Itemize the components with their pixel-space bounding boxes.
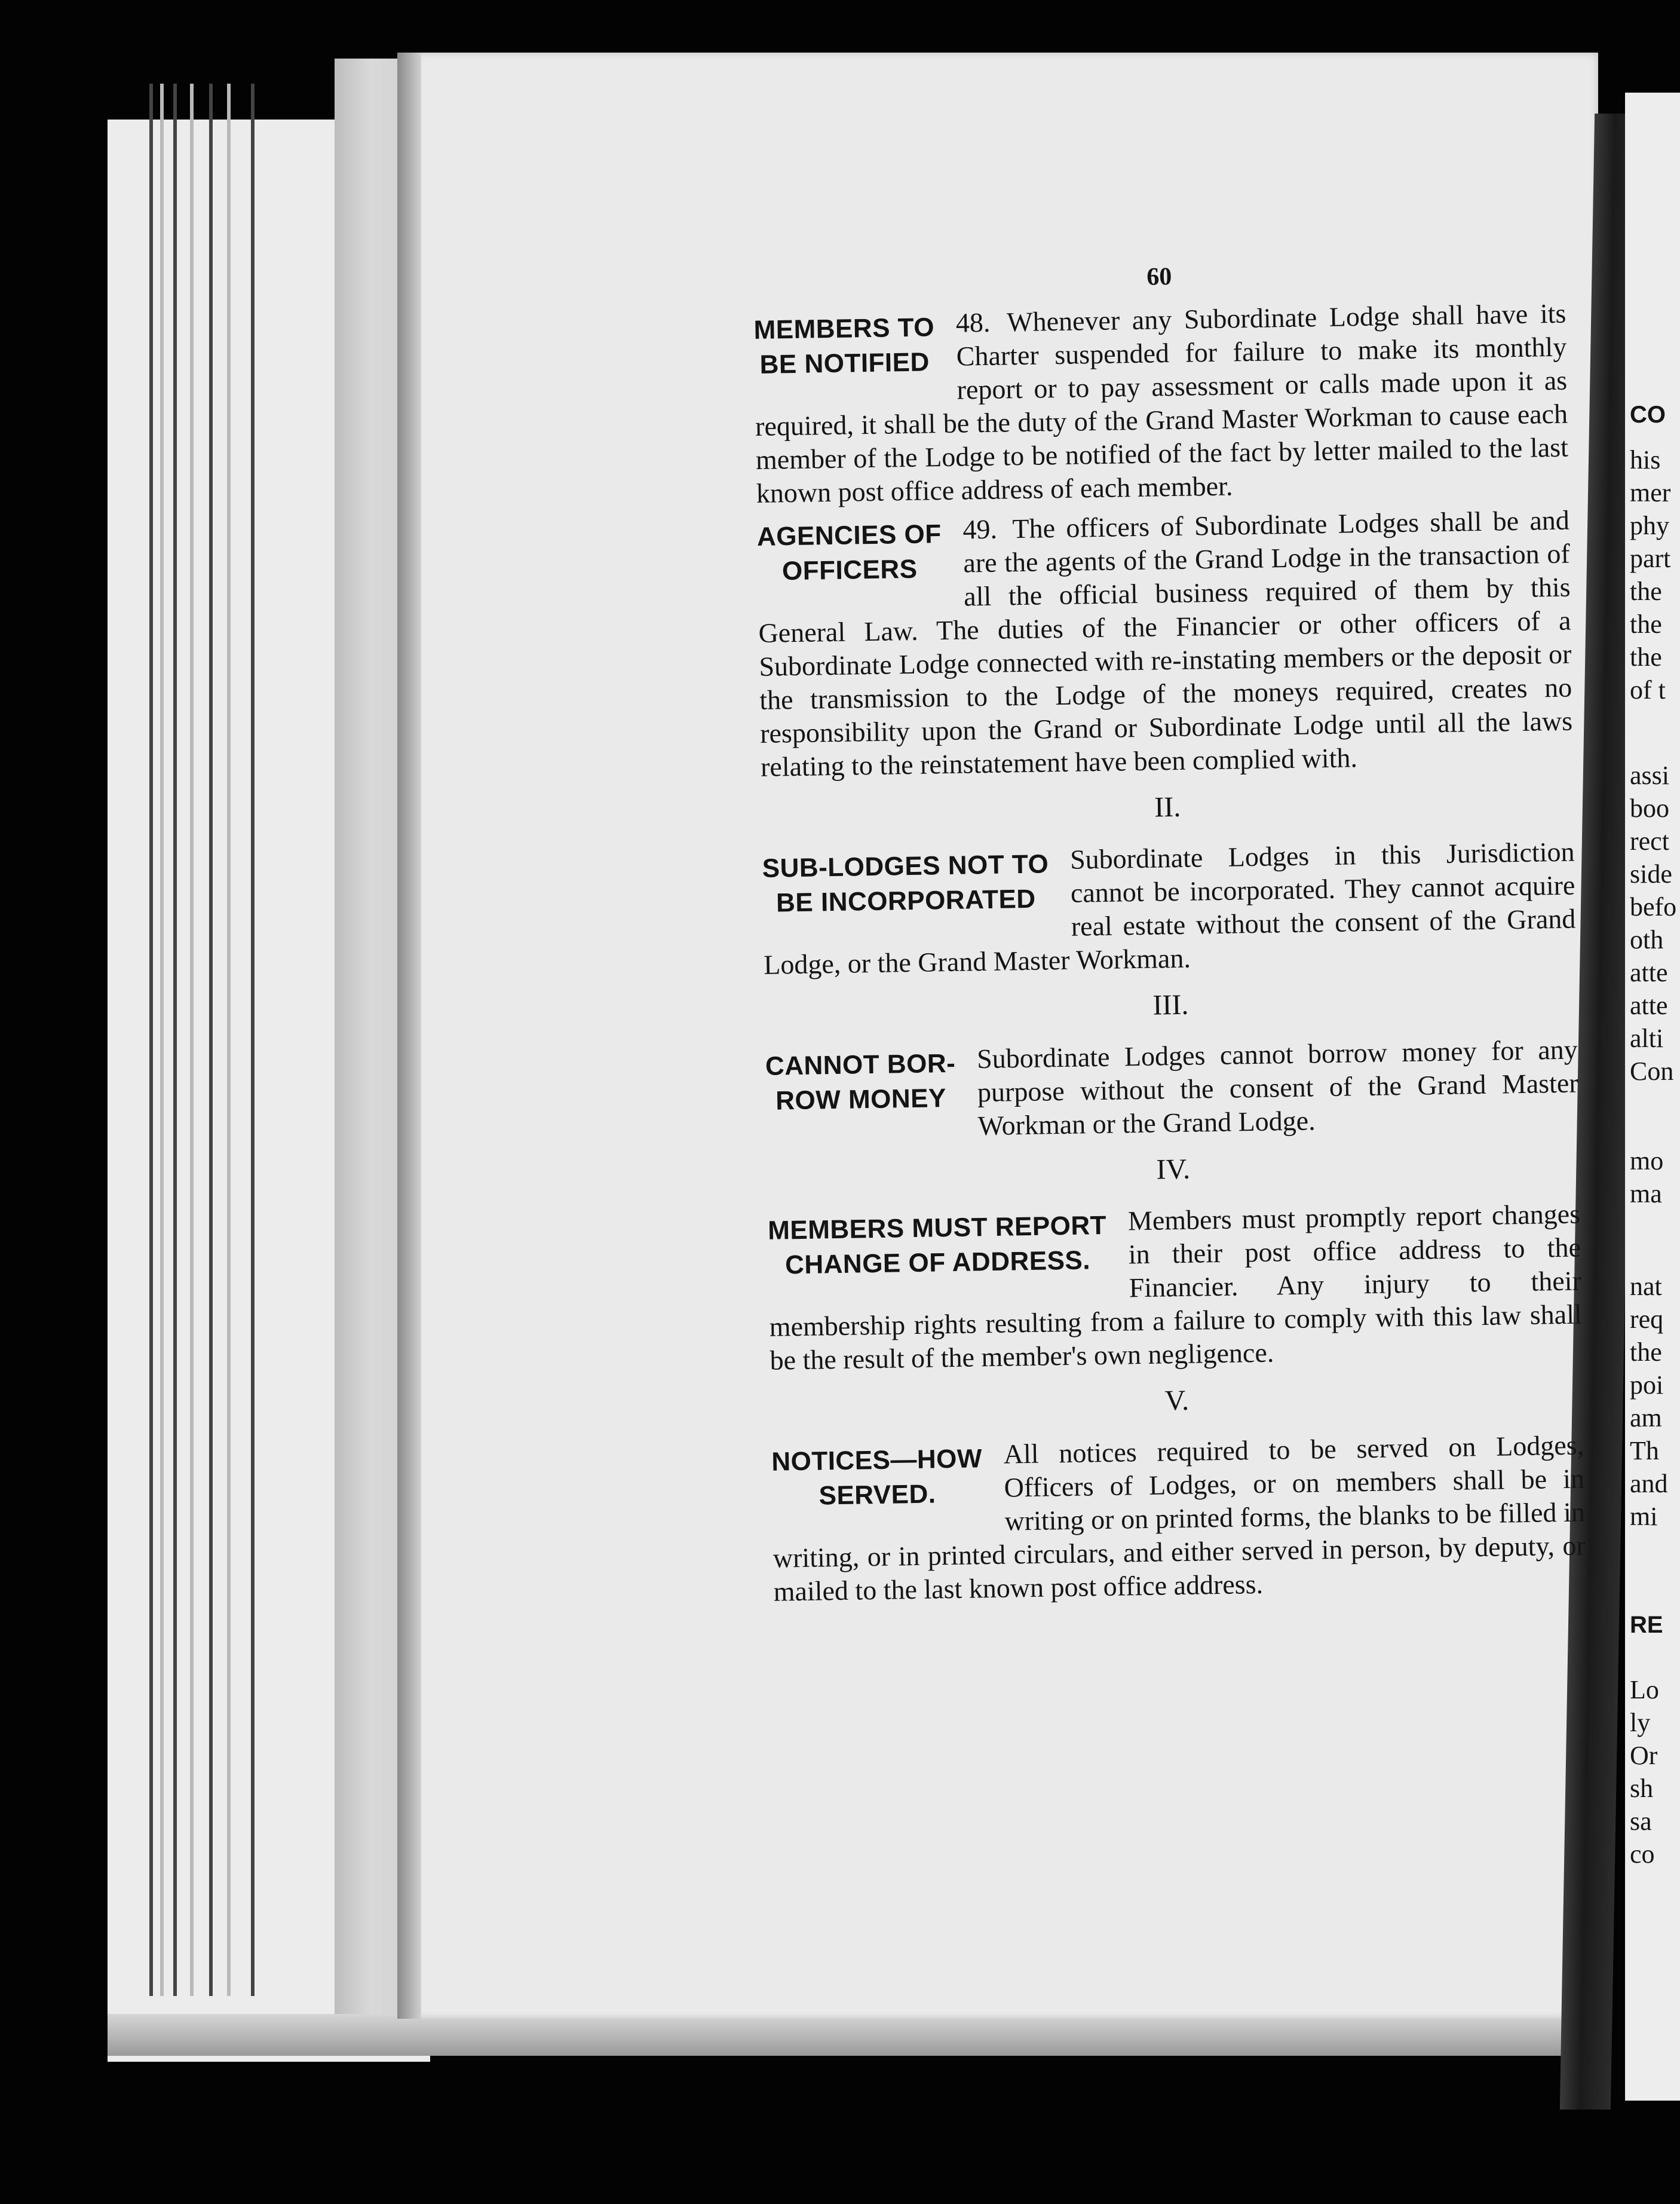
side-heading-line: MEMBERS TO xyxy=(753,313,935,345)
side-heading-line: SERVED. xyxy=(818,1479,936,1511)
side-heading-line: BE INCORPORATED xyxy=(775,884,1036,918)
facing-line: of t xyxy=(1630,675,1666,705)
paragraph-text: Members must promptly report changes in their post office address to the Financier. Any injury to their membership rights resulting from a failure to comply with this law shall be the result of the member's own negligence. xyxy=(769,1198,1583,1376)
facing-line: co xyxy=(1630,1839,1655,1869)
facing-text-block xyxy=(1630,1144,1680,1210)
section-numeral: IV. xyxy=(1156,1153,1191,1186)
facing-line: mo xyxy=(1630,1146,1664,1176)
side-heading xyxy=(771,1441,983,1514)
facing-line: part xyxy=(1630,544,1671,573)
facing-line: poi xyxy=(1630,1370,1664,1400)
facing-line: Or xyxy=(1630,1741,1658,1770)
section-v xyxy=(771,1428,1586,1608)
facing-line: ma xyxy=(1630,1179,1662,1208)
page-content xyxy=(753,256,1586,1615)
facing-line: ly xyxy=(1630,1708,1651,1737)
facing-line: boo xyxy=(1630,794,1669,823)
page-edge-line xyxy=(190,84,194,1996)
facing-line: befo xyxy=(1630,892,1677,922)
facing-line: nat xyxy=(1630,1272,1662,1301)
paragraph-text: Subordinate Lodges cannot borrow money for any purpose without the consent of the Grand Master Workman or the Grand Lodge. xyxy=(976,1034,1578,1141)
facing-text-block xyxy=(1630,1270,1680,1533)
paragraph-text: Subordinate Lodges in this Jurisdiction cannot be incorporated. They cannot acquire real estate without the consent of the Grand Lodge, or the Grand Master Workman. xyxy=(763,836,1576,980)
side-heading-line: AGENCIES OF xyxy=(756,519,942,552)
page-number: 60 xyxy=(1146,262,1172,291)
section-iv xyxy=(768,1197,1583,1377)
book-bottom-edge xyxy=(108,2014,1601,2056)
facing-line: mer xyxy=(1630,478,1671,507)
facing-line: and xyxy=(1630,1469,1668,1498)
page-edge-line xyxy=(173,84,177,1996)
facing-line: his xyxy=(1630,445,1661,475)
page-edge-line xyxy=(149,84,153,1996)
facing-line: side xyxy=(1630,859,1672,889)
page-edge-line xyxy=(160,84,164,1996)
side-heading xyxy=(768,1208,1108,1283)
facing-text-block xyxy=(1630,1673,1680,1871)
page-left-border xyxy=(397,53,421,2019)
facing-line: Con xyxy=(1630,1057,1674,1086)
section-49 xyxy=(757,504,1574,784)
side-heading xyxy=(753,310,935,382)
facing-line: Th xyxy=(1630,1436,1659,1465)
facing-heading-text: CO xyxy=(1630,402,1666,428)
facing-line: req xyxy=(1630,1305,1664,1334)
side-heading-line: CANNOT BOR- xyxy=(765,1048,956,1081)
side-heading-line: OFFICERS xyxy=(781,554,918,586)
facing-line: the xyxy=(1630,642,1662,672)
facing-heading-text: RE xyxy=(1630,1612,1663,1638)
side-heading-line: ROW MONEY xyxy=(775,1083,947,1116)
side-heading xyxy=(757,517,942,589)
facing-heading-fragment xyxy=(1630,397,1680,431)
facing-line: the xyxy=(1630,1337,1662,1367)
side-heading xyxy=(762,847,1049,921)
paragraph-text: All notices required to be served on Lodges, Officers of Lodges, or on members shall be in writing or on printed forms, the blanks to be filled in writing, or in printed circulars, and either served in person, by deputy, or mailed to the last known post office address. xyxy=(772,1429,1586,1607)
side-heading-line: NOTICES—HOW xyxy=(771,1444,983,1477)
side-heading-line: MEMBERS MUST REPORT xyxy=(767,1210,1107,1245)
section-numeral: V. xyxy=(1164,1384,1190,1417)
facing-line: rect xyxy=(1630,827,1669,856)
side-heading-line: SUB-LODGES NOT TO xyxy=(762,849,1049,883)
section-numeral: II. xyxy=(1154,791,1181,824)
paragraph-text: The officers of Subordinate Lodges shall be and are the agents of the Grand Lodge in the transaction of all the official business required of them by this General Law. The duties of the Financier or other officers of a Subordinate Lodge connected with re-instating members or the deposit or the transmission to the Lodge of the moneys required, creates no responsibility upon the Grand or Subordinate Lodge until all the laws relating to the reinstatement have been complied with. xyxy=(758,504,1573,782)
page-edge-line xyxy=(227,84,231,1996)
facing-text-block xyxy=(1630,759,1680,1088)
facing-heading-fragment xyxy=(1630,1608,1680,1642)
facing-line: assi xyxy=(1630,761,1669,790)
facing-line: mi xyxy=(1630,1502,1658,1531)
facing-line: the xyxy=(1630,577,1662,606)
section-iii xyxy=(765,1033,1578,1146)
facing-line: oth xyxy=(1630,925,1664,954)
facing-line: alti xyxy=(1630,1024,1664,1053)
facing-line: atte xyxy=(1630,991,1668,1020)
facing-line: sa xyxy=(1630,1807,1652,1836)
page-edge-line xyxy=(209,84,213,1996)
facing-line: the xyxy=(1630,610,1662,639)
paragraph-number: 49. xyxy=(962,513,998,545)
section-48 xyxy=(753,297,1569,510)
paragraph-text: Whenever any Subordinate Lodge shall have its Charter suspended for failure to make its monthly report or to pay assessment or calls made upon it as required, it shall be the duty of the Grand Master Workman to cause each member of the Lodge to be notified of the fact by letter mailed to the last known post office address of each member. xyxy=(755,298,1569,509)
facing-line: Lo xyxy=(1630,1675,1659,1704)
facing-line: atte xyxy=(1630,958,1668,987)
section-ii xyxy=(762,835,1576,982)
section-numeral: III. xyxy=(1152,988,1189,1021)
facing-line: am xyxy=(1630,1403,1662,1432)
page-edge-line xyxy=(251,84,255,1996)
facing-text-block xyxy=(1630,443,1680,706)
facing-line: phy xyxy=(1630,511,1669,540)
side-heading-line: CHANGE OF ADDRESS. xyxy=(784,1245,1091,1280)
side-heading-line: BE NOTIFIED xyxy=(759,347,930,379)
facing-line: sh xyxy=(1630,1774,1654,1803)
side-heading xyxy=(765,1046,957,1119)
paragraph-number: 48. xyxy=(955,307,991,338)
